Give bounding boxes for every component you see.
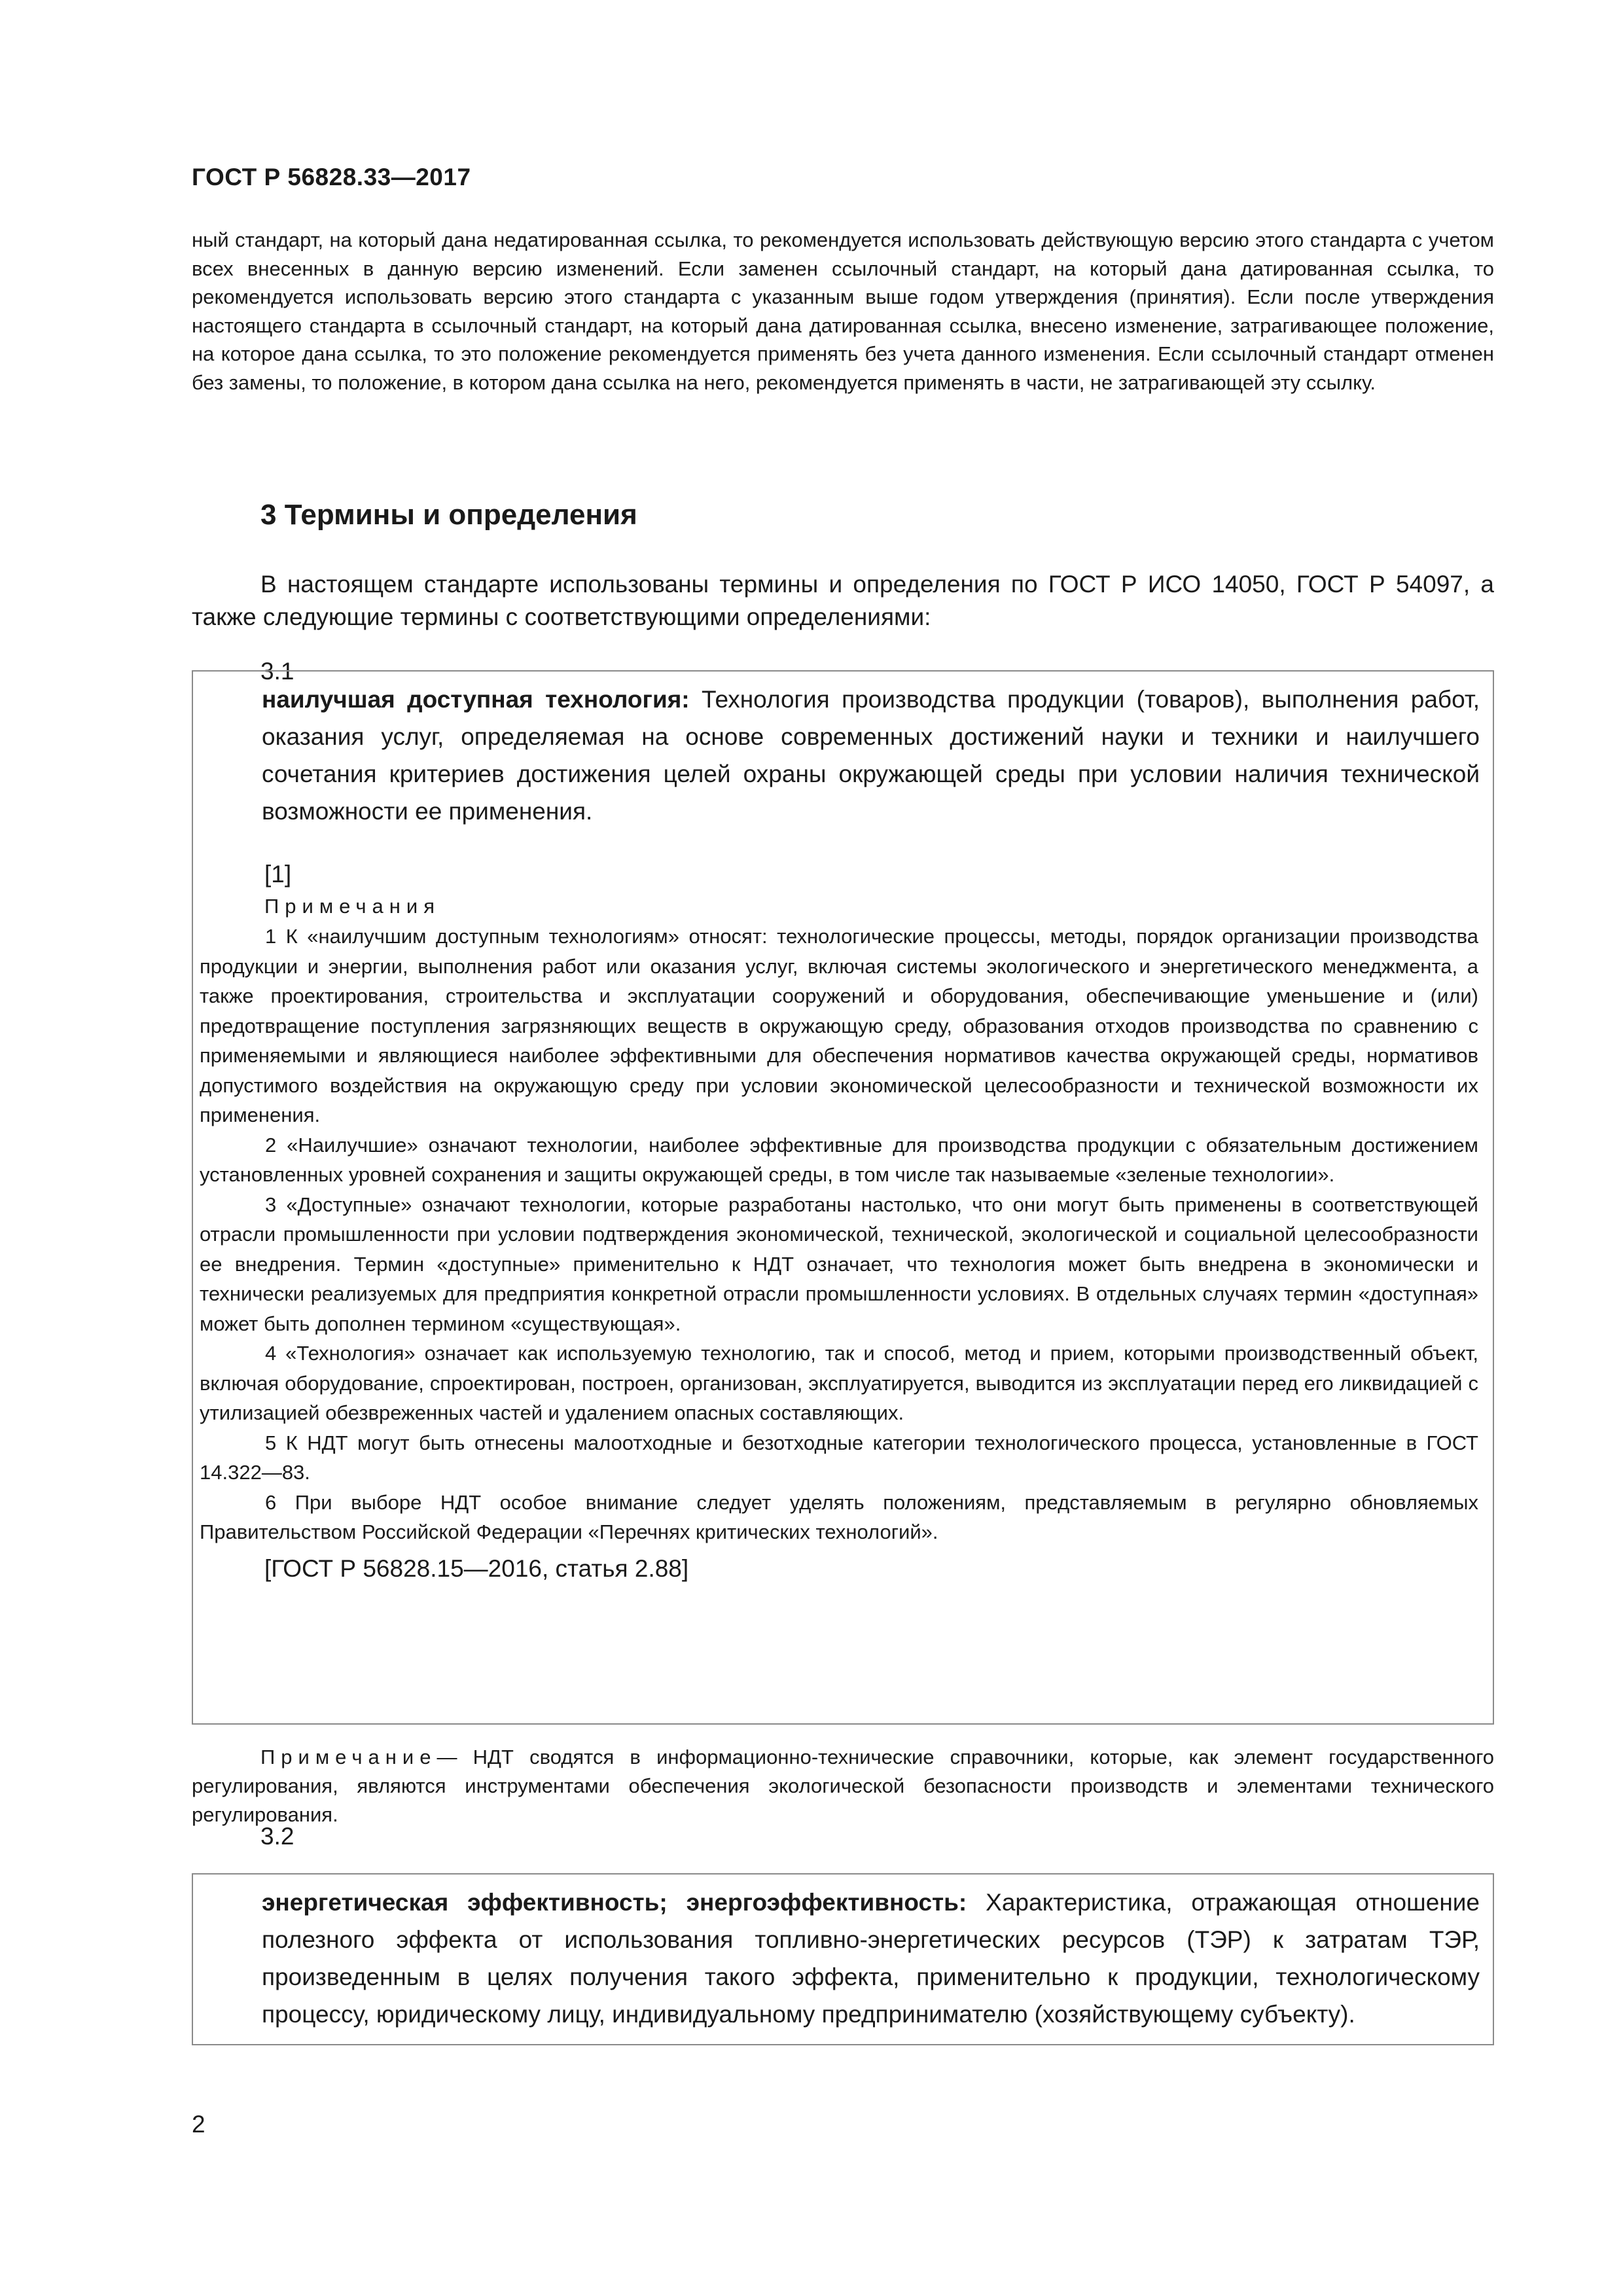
term-name: энергетическая эффективность; энергоэффективность: — [262, 1889, 967, 1916]
note-item: 1 К «наилучшим доступным технологиям» относят: технологические процессы, методы, порядок организации производства продукции и энергии, выполнения работ или оказания услуг, включая системы экологического и энергетического менеджмента, а также проектирования, строительства и эксплуатации сооружений и оборудования, обеспечивающие уменьшение и (или) предотвращение поступления загрязняющих веществ в окружающую среду, образования отходов производства по сравнению с применяемыми и являющиеся наиболее эффективными для обеспечения нормативов качества окружающей среды, нормативов допустимого воздействия на окружающую среду при условии экономической целесообразности и технической возможности их применения. — [200, 925, 1478, 1126]
section-intro: В настоящем стандарте использованы термины и определения по ГОСТ Р ИСО 14050, ГОСТ Р 54097, а также следующие термины с соответствующими определениями: — [192, 571, 1494, 630]
note-item: 3 «Доступные» означают технологии, которые разработаны настолько, что они могут быть применены в соответствующей отрасли промышленности при условии подтверждения экономической, технической, экологической и социальной целесообразности ее внедрения. Термин «доступные» применительно к НДТ означает, что технология может быть внедрена в экономически и технически реализуемых для предприятия конкретной отрасли промышленности условиях. В отдельных случаях термин «доступная» может быть дополнен термином «существующая». — [200, 1193, 1478, 1335]
footnote-label: Примечание — [260, 1746, 437, 1768]
term-definition — [193, 1884, 1480, 2033]
document-header: ГОСТ Р 56828.33—2017 — [192, 164, 471, 190]
footnote-text: — НДТ сводятся в информационно-технические справочники, которые, как элемент государственного регулирования, являются инструментами обеспечения экологической безопасности производств и элементами технического регулирования. — [192, 1746, 1494, 1826]
term-box-3-1 — [192, 670, 1494, 1725]
section-title: 3 Термины и определения — [260, 499, 637, 531]
note-item: 2 «Наилучшие» означают технологии, наиболее эффективные для производства продукции с обязательным достижением установленных уровней сохранения и защиты окружающей среды, в том числе так называемые «зеленые технологии». — [200, 1133, 1478, 1186]
intro-paragraph: ный стандарт, на который дана недатированная ссылка, то рекомендуется использовать действующую версию этого стандарта с учетом всех внесенных в данную версию изменений. Если заменен ссылочный стандарт, на который дана датированная ссылка, то рекомендуется использовать версию этого стандарта с указанным выше годом утверждения (принятия). Если после утверждения настоящего стандарта в ссылочный стандарт, на который дана датированная ссылка, внесено изменение, затрагивающее положение, на которое дана ссылка, то это положение рекомендуется применять без учета данного изменения. Если ссылочный стандарт отменен без замены, то положение, в котором дана ссылка на него, рекомендуется применять в части, не затрагивающей эту ссылку. — [192, 228, 1494, 394]
footnote — [192, 1743, 1494, 1829]
term-source: [ГОСТ Р 56828.15—2016, статья 2.88] — [264, 1554, 689, 1582]
term-definition — [193, 681, 1480, 830]
note-item: 5 К НДТ могут быть отнесены малоотходные и безотходные категории технологического процесса, установленные в ГОСТ 14.322—83. — [200, 1431, 1478, 1484]
notes-heading: Примечания — [264, 895, 440, 918]
term-definition-text: Характеристика, отражающая отношение полезного эффекта от использования топливно-энергетических ресурсов (ТЭР) к затратам ТЭР, произведенным в целях получения такого эффекта, применительно к продукции, технологическому процессу, юридическому лицу, индивидуальному предпринимателю (хозяйствующему субъекту). — [262, 1889, 1480, 2028]
note-item: 4 «Технология» означает как используемую технологию, так и способ, метод и прием, которыми производственный объект, включая оборудование, спроектирован, построен, организован, эксплуатируется, выводится из эксплуатации перед его ликвидацией с утилизацией обезвреженных частей и удалением опасных составляющих. — [200, 1342, 1478, 1424]
term-box-3-2 — [192, 1873, 1494, 2045]
term-number-3-2: 3.2 — [260, 1823, 294, 1850]
term-definition-text: Технология производства продукции (товаров), выполнения работ, оказания услуг, определяемая на основе современных достижений науки и техники и наилучшего сочетания критериев достижения целей охраны окружающей среды при условии наличия технической возможности ее применения. — [262, 686, 1480, 825]
term-name: наилучшая доступная технология: — [262, 686, 690, 713]
term-number-3-1: 3.1 — [260, 658, 294, 685]
page-number: 2 — [192, 2111, 205, 2138]
note-item: 6 При выборе НДТ особое внимание следует уделять положениям, представляемым в регулярно обновляемых Правительством Российской Федерации «Перечнях критических технологий». — [200, 1490, 1478, 1543]
term-reference: [1] — [264, 861, 292, 888]
